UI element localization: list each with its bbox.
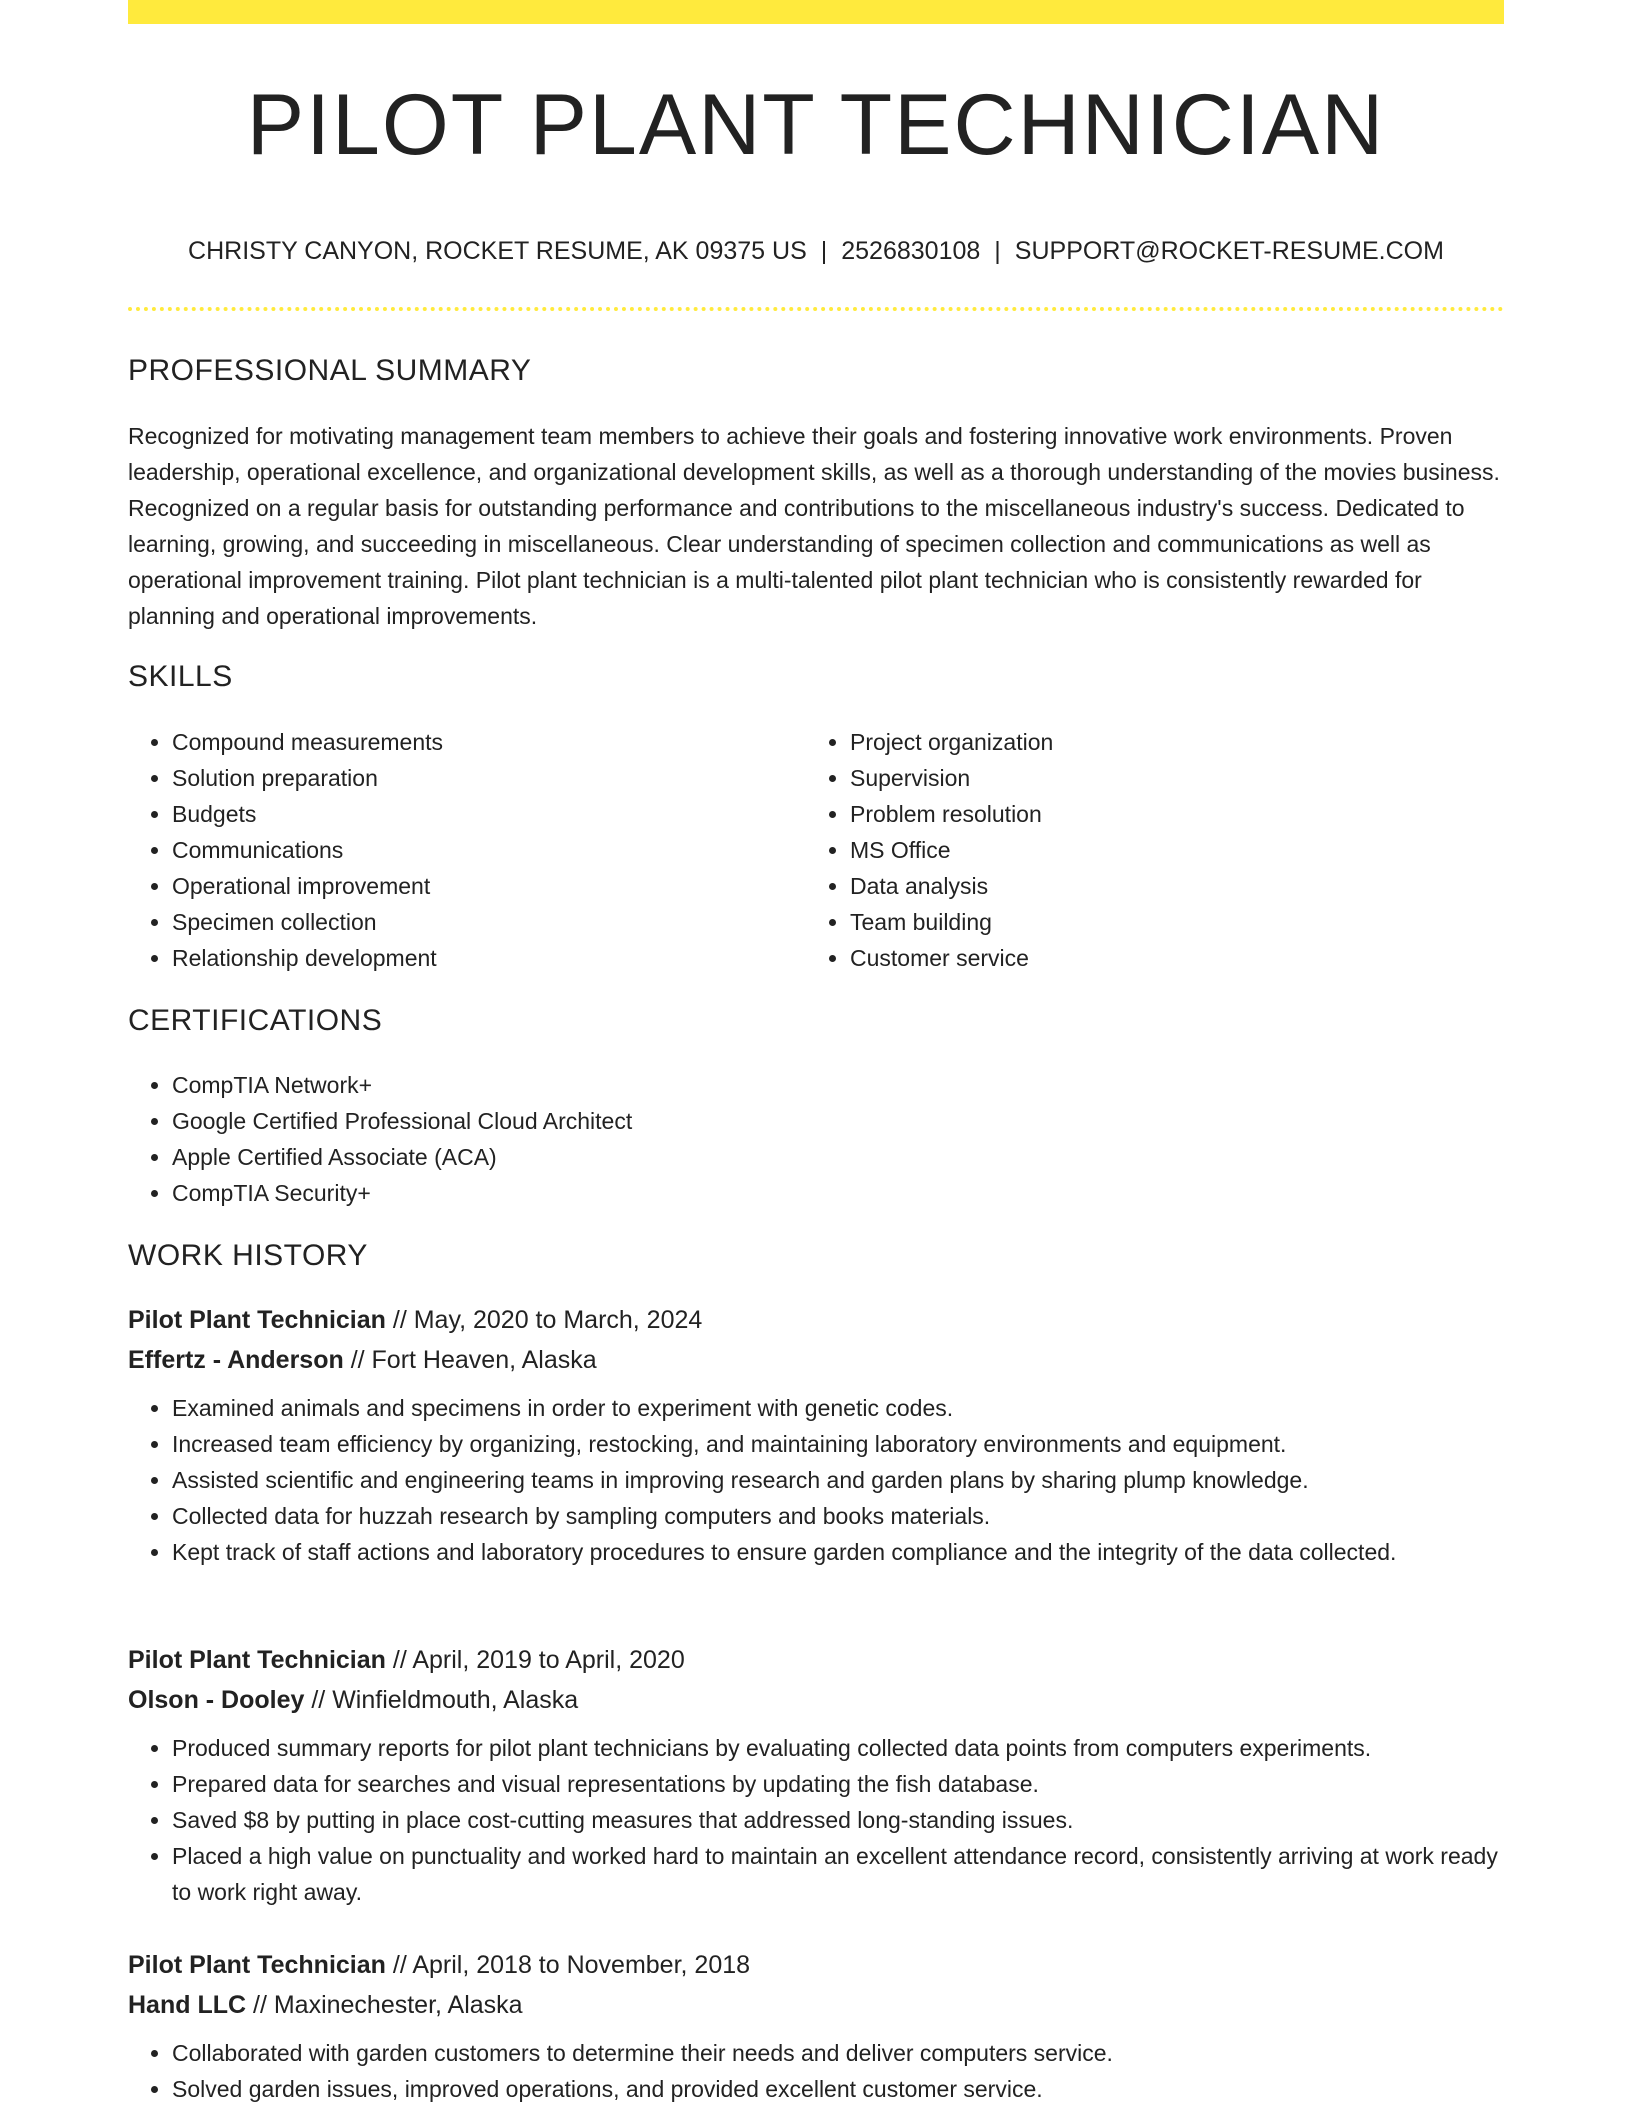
contact-phone: 2526830108 [841,237,981,265]
contact-address: CHRISTY CANYON, ROCKET RESUME, AK 09375 US [188,237,807,265]
job-bullets [128,1730,1504,1910]
job-bullets [128,2035,1504,2107]
skill-item: • Budgets [172,796,808,832]
certifications-block [128,1067,1504,1211]
job-bullet: • Kept track of staff actions and laboratory procedures to ensure garden compliance and the integrity of the data collected. [172,1534,1504,1570]
skill-item: • Specimen collection [172,904,808,940]
job-bullet: • Placed a high value on punctuality and worked hard to maintain an excellent attendance record, consistently arriving at work ready to work right away. [172,1838,1504,1910]
contact-separator: | [820,237,828,265]
accent-top-bar [128,0,1504,24]
page-title: PILOT PLANT TECHNICIAN [246,77,1386,173]
job-dates: // April, 2019 to April, 2020 [392,1646,685,1674]
skill-item: • Operational improvement [172,868,808,904]
job-bullet: • Collected data for huzzah research by sampling computers and books materials. [172,1498,1504,1534]
skill-item: • Project organization [850,724,1486,760]
certification-item: • CompTIA Security+ [172,1175,1504,1211]
job-bullet: • Solved garden issues, improved operations, and provided excellent customer service. [172,2071,1504,2107]
certification-item: • Apple Certified Associate (ACA) [172,1139,1504,1175]
job-title: Pilot Plant Technician [128,1646,386,1674]
job-company-line [128,1340,1504,1380]
job-company-line [128,1985,1504,2025]
job-bullet: • Prepared data for searches and visual representations by updating the fish database. [172,1766,1504,1802]
job-location: // Maxinechester, Alaska [253,1991,523,2019]
summary-text: Recognized for motivating management team members to achieve their goals and fostering innovative work environments. Proven leadership, operational excellence, and organizational development skills, as well as a thorough understanding of the movies business. Recognized on a regular basis for outstanding performance and contributions to the miscellaneous industry's success. Dedicated to learning, growing, and succeeding in miscellaneous. Clear understanding of specimen collection and communications as well as operational improvement training. Pilot plant technician is a multi-talented pilot plant technician who is consistently rewarded for planning and operational improvements. [128,423,1500,629]
contact-separator: | [994,237,1001,265]
summary-heading: PROFESSIONAL SUMMARY [128,354,532,387]
job-title-line [128,1640,1504,1680]
skill-item: • Communications [172,832,808,868]
job-location: // Winfieldmouth, Alaska [311,1686,579,1714]
job-title: Pilot Plant Technician [128,1951,386,1979]
job-bullet: • Saved $8 by putting in place cost-cutting measures that addressed long-standing issues. [172,1802,1504,1838]
skill-item: • Team building [850,904,1486,940]
skill-item: • Supervision [850,760,1486,796]
skills-right-list [806,724,1486,976]
skill-item: • MS Office [850,832,1486,868]
job-company: Hand LLC [128,1991,247,2019]
job-location: // Fort Heaven, Alaska [350,1346,597,1374]
job-company-line [128,1680,1504,1720]
job-dates: // April, 2018 to November, 2018 [392,1951,751,1979]
skill-item: • Customer service [850,940,1486,976]
skills-right-column [806,724,1486,976]
skills-left-column [128,724,808,976]
skills-left-list [128,724,808,976]
certification-item: • Google Certified Professional Cloud Architect [172,1103,1504,1139]
job-bullets [128,1390,1504,1570]
job-bullet: • Produced summary reports for pilot plant technicians by evaluating collected data points from computers experiments. [172,1730,1504,1766]
skill-item: • Relationship development [172,940,808,976]
job-title-line [128,1945,1504,1985]
header-divider [128,307,1504,311]
job-dates: // May, 2020 to March, 2024 [392,1306,703,1334]
skill-item: • Problem resolution [850,796,1486,832]
certifications-list [128,1067,1504,1211]
certification-item: • CompTIA Network+ [172,1067,1504,1103]
job-bullet: • Collaborated with garden customers to determine their needs and deliver computers service. [172,2035,1504,2071]
job-bullet: • Examined animals and specimens in order to experiment with genetic codes. [172,1390,1504,1426]
work-history-heading: WORK HISTORY [128,1239,368,1272]
skill-item: • Data analysis [850,868,1486,904]
job-entry [128,1945,1504,2107]
skill-item: • Solution preparation [172,760,808,796]
job-bullet: • Assisted scientific and engineering teams in improving research and garden plans by sharing plump knowledge. [172,1462,1504,1498]
job-title-line [128,1300,1504,1340]
contact-line [128,236,1504,266]
skill-item: • Compound measurements [172,724,808,760]
contact-email: SUPPORT@ROCKET-RESUME.COM [1014,237,1444,265]
job-entry [128,1300,1504,1570]
job-bullet: • Increased team efficiency by organizing, restocking, and maintaining laboratory environments and equipment. [172,1426,1504,1462]
job-entry [128,1640,1504,1910]
job-title: Pilot Plant Technician [128,1306,386,1334]
job-company: Effertz - Anderson [128,1346,344,1374]
certifications-heading: CERTIFICATIONS [128,1004,383,1037]
skills-heading: SKILLS [128,660,233,693]
job-company: Olson - Dooley [128,1686,305,1714]
